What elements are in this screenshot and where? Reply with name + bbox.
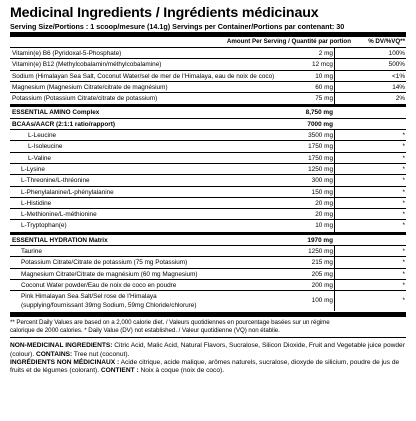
ingredient-name: [21, 292, 196, 310]
ingredient-dv: *: [402, 143, 405, 151]
ingredient-row: [10, 164, 406, 175]
ingredient-row: [10, 153, 406, 164]
ingredient-name: Magnesium Citrate/Citrate de magnésium (60 mg Magnesium): [21, 270, 198, 278]
non-medicinal-ingredients: [10, 342, 406, 376]
hydration-matrix-header: [10, 235, 406, 246]
ingredient-name: L-Valine: [28, 154, 51, 162]
nutrient-dv: 14%: [392, 83, 405, 91]
nutrient-name: Magnesium (Magnesium Citrate/citrate de magnésium): [12, 83, 168, 91]
panel-title: Medicinal Ingredients / Ingrédients médicinaux: [10, 5, 319, 21]
ingredient-row: [10, 269, 406, 280]
ingredient-name: L-Isoleucine: [28, 143, 63, 151]
nutrient-dv: 100%: [388, 50, 405, 57]
section-amount: 1970 mg: [307, 236, 333, 244]
ingredient-name: L-Tryptophan(e): [21, 222, 67, 230]
serving-info: Serving Size/Portions : 1 scoop/mesure (14.1g) Servings per Container/Portions par contenant: 30: [10, 22, 345, 31]
nutrient-row: [10, 59, 406, 70]
nutrient-name: Sodium (Himalayan Sea Salt, Coconut Water/sel de mer de l’Himalaya, eau de noix de coco): [12, 72, 275, 80]
ingredient-name: Potassium Citrate/Citrate de potassium (75 mg Potassium): [21, 259, 188, 267]
ingredient-dv: *: [402, 270, 405, 278]
ingredient-amount: 1250 mg: [308, 248, 333, 256]
thin-divider: [10, 337, 406, 338]
section-amount: 7000 mg: [307, 120, 333, 128]
ingredient-name: L-Methionine/L-méthionine: [21, 211, 97, 219]
nutrient-dv: 2%: [395, 95, 405, 103]
ingredient-row: [10, 187, 406, 198]
ingredient-amount: 300 mg: [311, 177, 333, 185]
ingredient-dv: *: [402, 222, 405, 230]
ingredient-name-detail: (supplying/fournissant 39mg Sodium, 59mg Chloride/chlorure): [21, 302, 197, 310]
column-header: [10, 37, 406, 47]
ingredient-dv: *: [402, 188, 405, 196]
nutrient-row: [10, 82, 406, 93]
nutrient-row: [10, 93, 406, 104]
footnote-line: ** Percent Daily Values are based on a 2,000 calorie diet. / Valeurs quotidiennes en pourcentage basées sur un régime: [10, 319, 330, 327]
ingredient-name: L-Histidine: [21, 199, 52, 207]
ingredients-text-fr: Acide citrique, acide malique, arômes naturels, sucralose, dioxyde de silicium, poudre de jus de fruits et de légumes (colorant).: [10, 359, 400, 375]
contains-text: Tree nut (coconut).: [72, 350, 130, 358]
daily-value-footnote: [10, 319, 406, 335]
nutrient-row: [10, 48, 406, 59]
ingredient-row: [10, 246, 406, 257]
nutrient-amount: 60 mg: [315, 83, 333, 91]
amount-column-label: Amount Per Serving / Quantité par portion: [226, 38, 351, 45]
amino-complex-header: [10, 107, 406, 118]
ingredient-dv: *: [402, 248, 405, 256]
ingredient-amount: 1250 mg: [308, 165, 333, 173]
ingredient-name: L-Leucine: [28, 132, 57, 140]
ingredient-amount: 3500 mg: [308, 132, 333, 140]
ingredient-dv: *: [402, 199, 405, 207]
ingredient-amount: 1750 mg: [308, 143, 333, 151]
contains-text-fr: Noix à coque (noix de coco).: [138, 367, 225, 375]
section-name: ESSENTIAL HYDRATION Matrix: [12, 236, 108, 244]
nutrient-amount: 12 mcg: [312, 61, 333, 69]
ingredients-text: Citric Acid, Malic Acid, Natural Flavors, Sucralose, Silicon Dioxide, Fruit and Vegetable juice powder (colour).: [10, 342, 405, 358]
section-name: ESSENTIAL AMINO Complex: [12, 109, 100, 117]
bcaa-header: [10, 119, 406, 130]
ingredients-label-fr: INGRÉDIENTS NON MÉDICINAUX :: [10, 359, 120, 367]
ingredient-dv: *: [402, 165, 405, 173]
ingredient-name: L-Phenylalanine/L-phénylalanine: [21, 188, 114, 196]
nutrient-dv: <1%: [392, 72, 405, 80]
ingredient-row: [10, 257, 406, 268]
ingredient-name: L-Lysine: [21, 165, 45, 173]
ingredient-dv: *: [402, 132, 405, 140]
ingredient-dv: *: [402, 259, 405, 267]
ingredient-row: [10, 209, 406, 220]
ingredient-amount: 205 mg: [311, 270, 333, 278]
ingredient-amount: 1750 mg: [308, 154, 333, 162]
ingredient-dv: *: [402, 211, 405, 219]
nutrient-row: [10, 71, 406, 82]
nutrient-name: Vitamin(e) B12 (Methylcobalamin/méthylcobalamine): [12, 61, 162, 69]
ingredient-row: [10, 280, 406, 291]
ingredient-amount: 215 mg: [311, 259, 333, 267]
thick-divider: [10, 312, 406, 317]
ingredient-dv: *: [402, 297, 405, 305]
ingredient-name: Coconut Water powder/Eau de noix de coco en poudre: [21, 281, 177, 289]
ingredient-amount: 200 mg: [311, 281, 333, 289]
ingredient-amount: 10 mg: [315, 222, 333, 230]
nutrient-dv: 500%: [388, 61, 405, 69]
supplement-facts-panel: [10, 5, 406, 411]
section-amount: 8,750 mg: [305, 109, 333, 117]
footnote-line: calorique de 2000 calories. * Daily Value (DV) not established. / Valeur quotidienne (VQ) non établie.: [10, 327, 280, 335]
nutrient-amount: 2 mg: [318, 50, 333, 57]
ingredient-amount: 20 mg: [315, 199, 333, 207]
ingredient-row: [10, 175, 406, 186]
ingredient-row: [10, 130, 406, 141]
ingredient-row: [10, 291, 406, 311]
contains-label-fr: CONTIENT :: [100, 367, 139, 375]
ingredient-row: [10, 141, 406, 152]
ingredient-name: Taurine: [21, 248, 42, 256]
nutrient-name: Vitamin(e) B6 (Pyridoxal-5-Phosphate): [12, 50, 122, 57]
ingredient-dv: *: [402, 154, 405, 162]
daily-value-column-label: % DV/%VQ**: [368, 38, 405, 45]
ingredient-amount: 150 mg: [311, 188, 333, 196]
nutrient-name: Potassium (Potassium Citrate/citrate de potassium): [12, 95, 158, 103]
ingredients-label: NON-MEDICINAL INGREDIENTS:: [10, 342, 113, 350]
section-name: BCAAs/AACR (2:1:1 ratio/rapport): [12, 120, 115, 128]
ingredient-name-line: Pink Himalayan Sea Salt/Sel rose de l’Himalaya: [21, 293, 157, 301]
contains-label: CONTAINS:: [36, 350, 73, 358]
ingredient-amount: 20 mg: [315, 211, 333, 219]
ingredient-dv: *: [402, 281, 405, 289]
ingredient-amount: 100 mg: [311, 297, 333, 305]
ingredient-dv: *: [402, 177, 405, 185]
ingredient-row: [10, 220, 406, 231]
nutrient-amount: 75 mg: [315, 95, 333, 103]
ingredient-row: [10, 198, 406, 209]
ingredient-name: L-Threonine/L-thréonine: [21, 177, 90, 185]
nutrient-amount: 10 mg: [315, 72, 333, 80]
